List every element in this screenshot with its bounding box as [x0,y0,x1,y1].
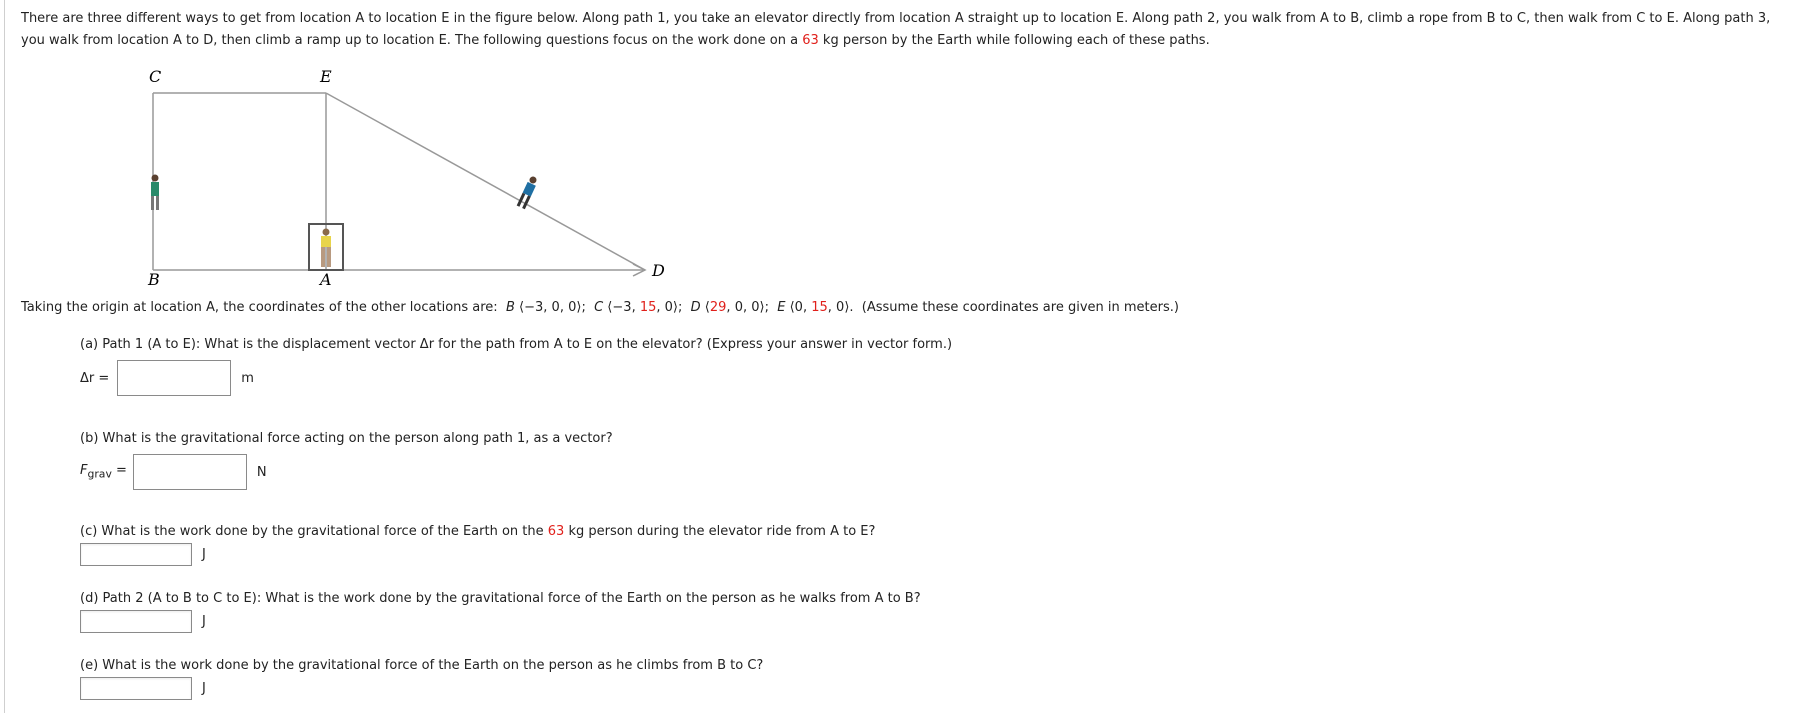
label-b: B [148,270,160,288]
displacement-input[interactable] [117,360,231,396]
problem-statement [21,8,1781,52]
work-elevator-input[interactable] [80,543,192,566]
work-a-to-b-input[interactable] [80,610,192,633]
label-a: A [320,270,332,288]
unit-m: m [241,370,254,386]
answer-row-c [80,543,206,566]
climber-icon [151,175,159,211]
label-c: C [149,68,162,86]
gravitational-force-input[interactable] [133,454,247,490]
f-grav-symbol: $F_{grav}$ = [80,463,127,481]
paths-figure [145,68,685,288]
question-d: (d) Path 2 (A to B to C to E): What is the work done by the gravitational force of the Earth on the person as he walks from A to B? [80,591,921,606]
answer-row-e [80,677,206,700]
question-e: (e) What is the work done by the gravitational force of the Earth on the person as he climbs from B to C? [80,658,764,673]
coordinates-line: Taking the origin at location A, the coordinates of the other locations are: B ⟨−3, 0, 0⟩; C ⟨−3, 15, 0⟩; D ⟨29, 0, 0⟩; E ⟨0, 15, 0⟩. (Assume these coordinates are given in meters.) [21,300,1179,315]
unit-j: J [202,681,206,696]
answer-row-d [80,610,206,633]
question-c: (c) What is the work done by the gravitational force of the Earth on the 63 kg person during the elevator ride from A to E? [80,524,876,539]
answer-row-a [80,360,254,396]
unit-j: J [202,614,206,629]
unit-j: J [202,547,206,562]
question-a: (a) Path 1 (A to E): What is the displacement vector Δr for the path from A to E on the elevator? (Express your answer in vector form.) [80,337,953,352]
work-b-to-c-input[interactable] [80,677,192,700]
unit-n: N [256,464,267,480]
label-d: D [652,261,665,280]
intro-text-1: There are three different ways to get from location A to location E in the figure below. Along path 1, you take an elevator directly from location A straight up to location E. Along path 2, you walk from A to B, climb a rope from B to C, then walk from C to E. Along path 3, you walk from location A to D, then climb a ramp up to location E. The following questions focus on the work done on a [21,11,1771,48]
label-e: E [320,68,332,86]
delta-r-symbol: Δr = [80,370,110,386]
intro-text-2: kg person by the Earth while following each of these paths. [822,33,1210,48]
ramp-d-e [326,93,645,270]
answer-row-b [80,454,267,490]
page-border [4,0,5,713]
question-b: (b) What is the gravitational force acting on the person along path 1, as a vector? [80,431,613,446]
mass-value: 63 [802,33,819,48]
